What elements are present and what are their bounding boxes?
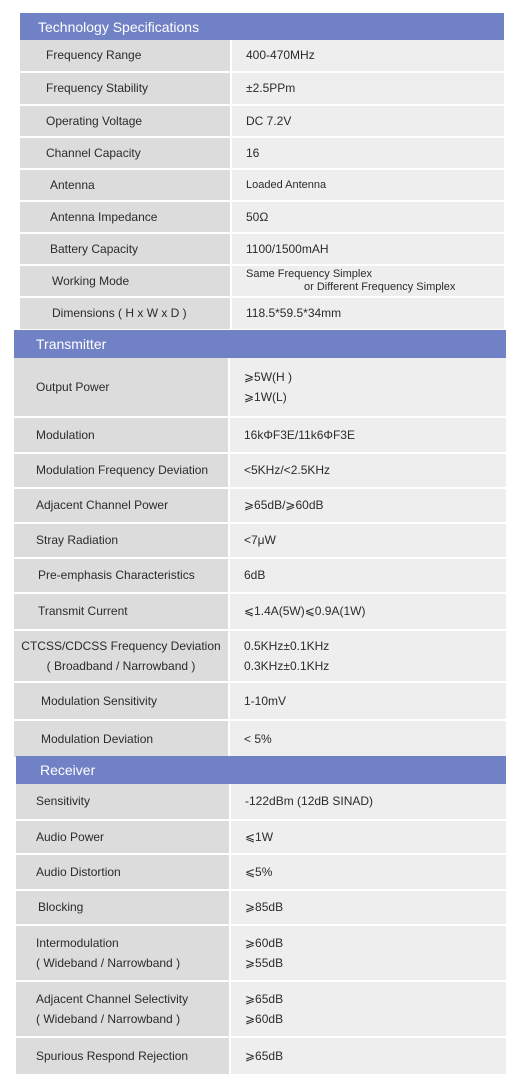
spec-value-line2: ⩾60dB xyxy=(245,1012,284,1026)
spec-label-line2: ( Broadband / Narrowband ) xyxy=(46,659,196,673)
spec-value: 118.5*59.5*34mm xyxy=(246,306,342,320)
spec-label: Audio Power xyxy=(36,829,105,844)
spec-value: < 5% xyxy=(244,731,272,746)
spec-row xyxy=(16,926,506,982)
spec-value: 1100/1500mAH xyxy=(246,241,329,256)
spec-value-line2: 0.3KHz±0.1KHz xyxy=(244,659,330,673)
spec-label-line2: ( Wideband / Narrowband ) xyxy=(36,1012,181,1026)
spec-label: Spurious Respond Rejection xyxy=(36,1048,189,1063)
spec-value: 50Ω xyxy=(246,209,269,224)
spec-label: Modulation xyxy=(36,427,95,442)
transmitter-section xyxy=(14,330,506,757)
spec-row xyxy=(14,721,506,757)
spec-label: CTCSS/CDCSS Frequency Deviation xyxy=(21,639,221,653)
spec-value: 16 xyxy=(246,145,260,160)
spec-value: 1-10mV xyxy=(244,693,287,708)
spec-row xyxy=(14,418,506,454)
spec-value-line2: ⩾1W(L) xyxy=(244,390,287,404)
spec-value: DC 7.2V xyxy=(246,113,292,128)
spec-row xyxy=(14,524,506,559)
spec-label: Intermodulation xyxy=(36,936,119,950)
spec-label: Stray Radiation xyxy=(36,533,119,547)
spec-label: Working Mode xyxy=(52,273,130,288)
receiver-header: Receiver xyxy=(16,756,506,784)
spec-label: Antenna Impedance xyxy=(50,209,158,224)
spec-value: <7μW xyxy=(244,533,276,547)
spec-value: ⩾60dB xyxy=(245,936,284,950)
spec-row xyxy=(20,266,504,298)
spec-row xyxy=(14,683,506,721)
spec-row xyxy=(20,138,504,170)
spec-row xyxy=(16,891,506,926)
spec-value: 0.5KHz±0.1KHz xyxy=(244,639,330,653)
receiver-section xyxy=(16,756,506,1074)
spec-row xyxy=(16,982,506,1038)
spec-row xyxy=(20,202,504,234)
spec-value: ⩽5% xyxy=(245,864,273,879)
transmitter-header: Transmitter xyxy=(14,330,506,358)
spec-row xyxy=(14,454,506,489)
spec-value: 6dB xyxy=(244,568,266,582)
spec-label: Operating Voltage xyxy=(46,113,143,128)
spec-label: Modulation Deviation xyxy=(41,731,154,746)
tech-spec-section xyxy=(20,13,504,329)
spec-label: Battery Capacity xyxy=(50,241,139,256)
spec-row xyxy=(20,106,504,138)
spec-value: 400-470MHz xyxy=(246,48,315,62)
spec-value: ±2.5PPm xyxy=(246,81,296,95)
spec-label: Channel Capacity xyxy=(46,145,141,160)
spec-value: 16kΦF3E/11k6ΦF3E xyxy=(244,427,355,442)
spec-label: Modulation Sensitivity xyxy=(41,693,158,708)
spec-label: Blocking xyxy=(38,900,84,914)
spec-label: Modulation Frequency Deviation xyxy=(36,463,209,477)
spec-label-line2: ( Wideband / Narrowband ) xyxy=(36,956,181,970)
spec-value: ⩾65dB xyxy=(245,1048,284,1063)
spec-value: <5KHz/<2.5KHz xyxy=(244,463,331,477)
spec-row xyxy=(20,40,504,73)
spec-label: Output Power xyxy=(36,379,110,394)
spec-value: ⩾65dB xyxy=(245,992,284,1006)
spec-row xyxy=(14,559,506,594)
spec-row xyxy=(20,298,504,329)
spec-value: ⩾65dB/⩾60dB xyxy=(244,498,324,512)
spec-label: Adjacent Channel Power xyxy=(36,498,169,512)
spec-value: ⩽1W xyxy=(245,829,274,844)
spec-value: Same Frequency Simplex xyxy=(246,268,372,280)
spec-value-line2: ⩾55dB xyxy=(245,956,284,970)
spec-label: Transmit Current xyxy=(38,604,128,618)
spec-label: Sensitivity xyxy=(36,794,91,808)
spec-row xyxy=(16,855,506,891)
spec-label: Pre-emphasis Characteristics xyxy=(38,568,195,582)
spec-label: Audio Distortion xyxy=(36,864,121,879)
spec-label: Adjacent Channel Selectivity xyxy=(36,992,189,1006)
spec-label: Antenna xyxy=(50,177,95,192)
spec-row xyxy=(20,234,504,266)
spec-value: Loaded Antenna xyxy=(246,178,327,191)
spec-value: ⩽1.4A(5W)⩽0.9A(1W) xyxy=(244,604,366,618)
spec-value: ⩾5W(H ) xyxy=(244,370,293,384)
spec-row xyxy=(14,594,506,631)
spec-value: -122dBm (12dB SINAD) xyxy=(245,794,374,808)
spec-row xyxy=(20,170,504,202)
spec-label: Frequency Range xyxy=(46,48,142,62)
spec-row xyxy=(14,489,506,524)
tech-spec-header: Technology Specifications xyxy=(20,13,504,40)
spec-value: ⩾85dB xyxy=(245,900,284,914)
spec-label: Dimensions ( H x W x D ) xyxy=(52,306,187,320)
spec-row xyxy=(14,358,506,418)
spec-value-line2: or Different Frequency Simplex xyxy=(304,281,456,293)
spec-row xyxy=(14,631,506,683)
spec-row xyxy=(20,73,504,106)
spec-label: Frequency Stability xyxy=(46,81,149,95)
spec-row xyxy=(16,821,506,855)
spec-row xyxy=(16,784,506,821)
spec-row xyxy=(16,1038,506,1074)
